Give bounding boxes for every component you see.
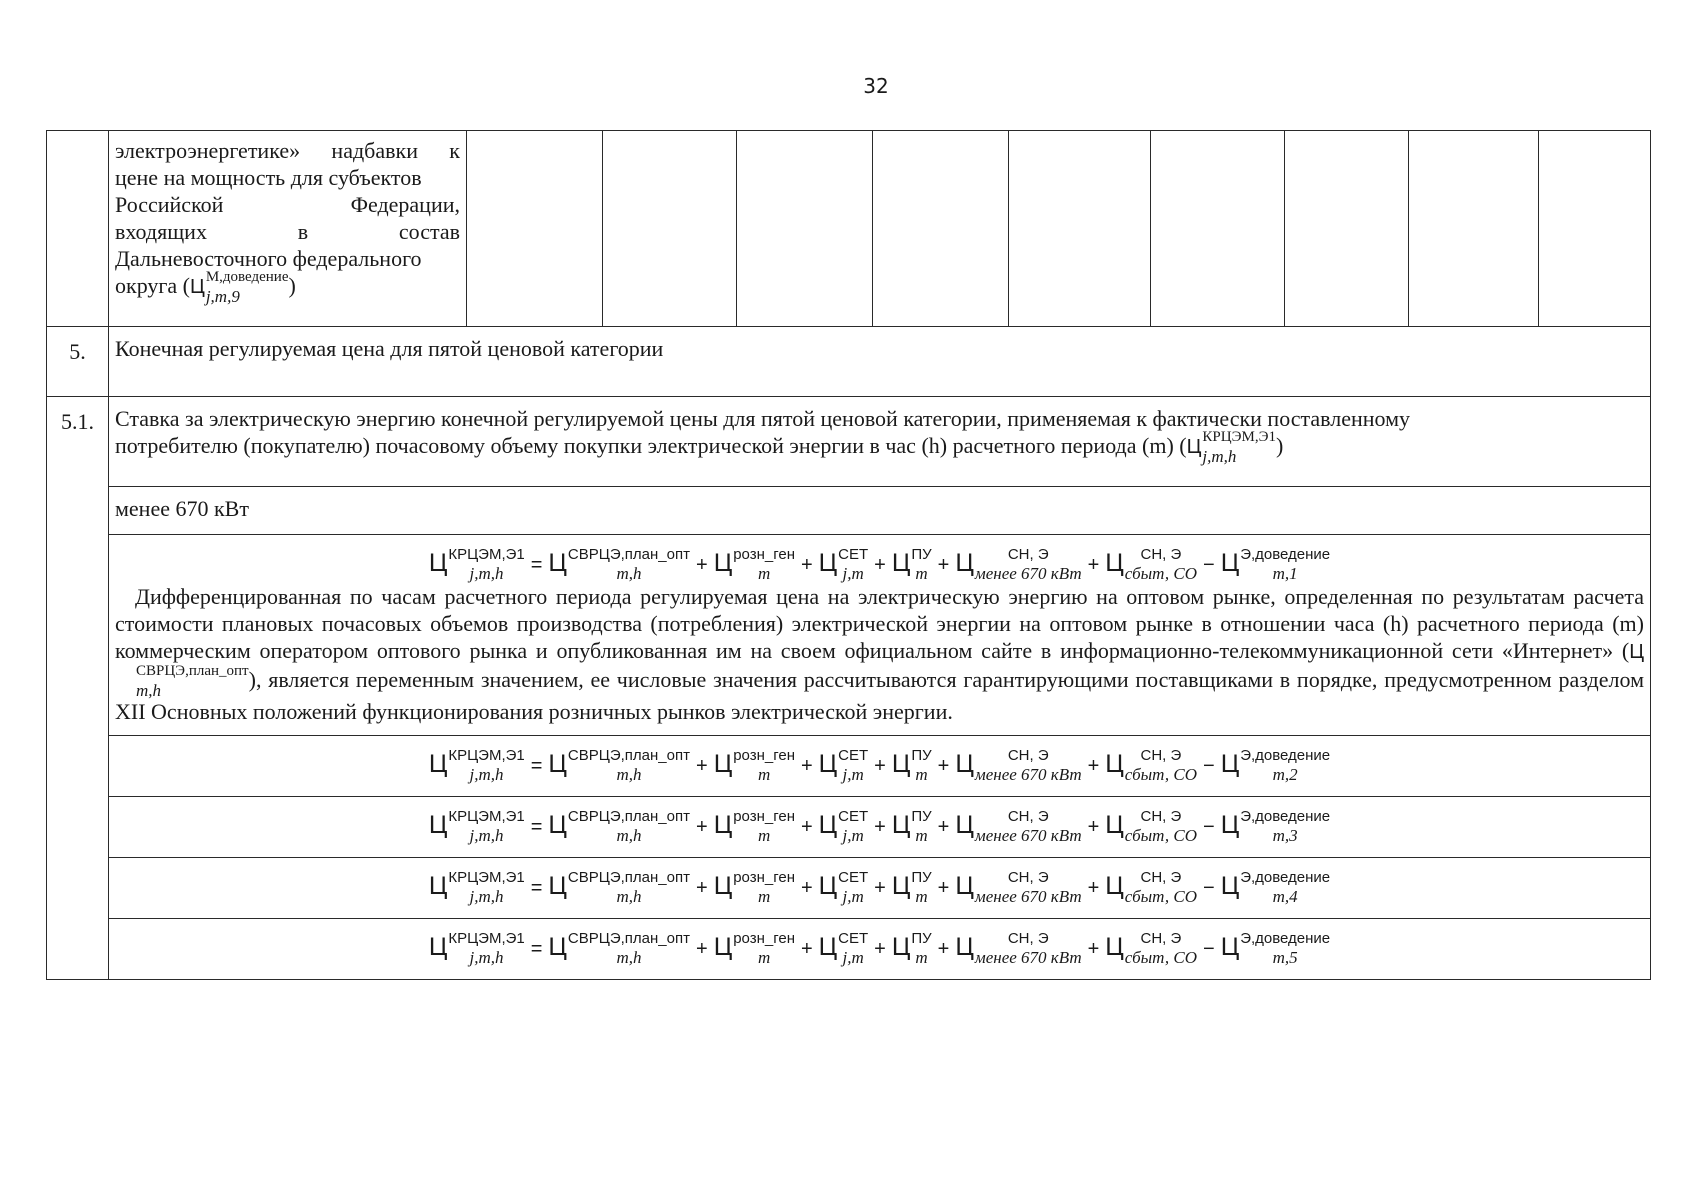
operator: + (874, 815, 886, 838)
subscript: сбыт, СО (1124, 826, 1197, 846)
row-5-1 (47, 397, 1651, 487)
price-symbol: Ц (713, 548, 733, 577)
subscript: j,m,h (469, 887, 504, 907)
operator: + (800, 937, 813, 960)
formula (109, 930, 1650, 968)
superscript: Э,доведение (1240, 869, 1331, 887)
superscript: СН, Э (1140, 747, 1182, 765)
superscript: СН, Э (1007, 747, 1049, 765)
price-symbol: Ц (1220, 932, 1240, 961)
operator: + (937, 815, 950, 838)
formula (109, 808, 1650, 846)
subscript: менее 670 кВт (974, 564, 1082, 583)
text-line: Российской (115, 192, 224, 217)
superscript: КРЦЭМ,Э1 (1202, 429, 1276, 445)
price-symbol: Ц (428, 810, 448, 839)
text-line: Ставка за электрическую энергию конечной регулируемой цены для пятой ценовой категории, применяемая к фактически поставленному (115, 406, 1411, 431)
operator: + (696, 937, 708, 960)
price-symbol: Ц (1186, 436, 1202, 459)
operator: + (800, 754, 813, 777)
text-line: цене на мощность для субъектов (115, 165, 422, 190)
price-symbol: Ц (428, 749, 448, 778)
operator: = (530, 876, 543, 899)
superscript: СН, Э (1007, 808, 1049, 826)
paren: ) (288, 273, 296, 299)
text-line: округа ( (115, 273, 191, 299)
tariff-table (46, 130, 1651, 980)
superscript: СН, Э (1140, 869, 1182, 887)
superscript: ПУ (911, 808, 932, 826)
description-paragraph (115, 583, 1644, 725)
price-symbol: Ц (955, 810, 974, 839)
superscript: Э,доведение (1240, 930, 1331, 948)
text-line: состав (398, 219, 460, 244)
operator: + (696, 876, 708, 899)
text-line (115, 269, 460, 306)
price-symbol: Ц (428, 871, 448, 900)
superscript: розн_ген (733, 808, 795, 826)
subscript: m,h (616, 948, 642, 968)
price-symbol: Ц (428, 932, 448, 961)
operator: + (874, 876, 886, 899)
subscript: j,m,h (469, 948, 504, 968)
subscript: m (915, 765, 928, 785)
subscript: m (915, 826, 928, 846)
subscript: менее 670 кВт (974, 948, 1082, 968)
operator: + (1087, 815, 1100, 838)
price-symbol: Ц (955, 749, 974, 778)
subscript: j,m,h (469, 564, 504, 583)
subscript: j,m,h (1202, 447, 1237, 466)
superscript: ПУ (911, 546, 932, 563)
price-symbol: Ц (1220, 749, 1240, 778)
text-line: надбавки (331, 138, 418, 163)
superscript: розн_ген (733, 930, 795, 948)
subscript: менее 670 кВт (974, 887, 1082, 907)
text-line: в (297, 219, 309, 244)
subscript: сбыт, СО (1124, 564, 1197, 583)
price-symbol: Ц (1220, 871, 1240, 900)
subscript: m,h (616, 564, 642, 583)
operator: + (1087, 937, 1100, 960)
subscript: j,m,9 (205, 287, 240, 306)
price-symbol: Ц (1105, 932, 1124, 961)
text-line: входящих (115, 219, 207, 244)
superscript: ПУ (911, 869, 932, 887)
subscript: m (915, 948, 928, 968)
superscript: М,доведение (205, 269, 289, 285)
price-symbol: Ц (1220, 810, 1240, 839)
superscript: СВРЦЭ,план_опт (567, 808, 690, 826)
superscript: Э,доведение (1240, 808, 1331, 826)
subscript: j,m,h (469, 765, 504, 785)
operator: + (874, 937, 886, 960)
operator: = (530, 815, 543, 838)
subscript: m (915, 887, 928, 907)
operator: = (530, 754, 543, 777)
price-symbol: Ц (548, 548, 567, 577)
subscript: j,m (842, 887, 864, 907)
price-symbol: Ц (548, 871, 567, 900)
superscript: СН, Э (1007, 930, 1049, 948)
operator: + (937, 553, 950, 576)
price-symbol: Ц (1629, 641, 1644, 663)
superscript: Э,доведение (1240, 747, 1331, 765)
paren: ) (1275, 433, 1284, 459)
price-symbol: Ц (891, 871, 911, 900)
subscript: m,5 (1272, 948, 1298, 968)
operator: = (530, 553, 543, 576)
text-line: Федерации, (350, 192, 460, 217)
text-line: Дальневосточного федерального (115, 246, 422, 271)
subscript: j,m (842, 564, 864, 583)
superscript: СЕТ (838, 546, 869, 563)
subscript: m,h (616, 765, 642, 785)
subscript: m,h (136, 681, 162, 700)
superscript: СВРЦЭ,план_опт (136, 663, 249, 679)
nadbavka-cell (109, 131, 467, 327)
operator: + (800, 553, 813, 576)
row-5-title: Конечная регулируемая цена для пятой ценовой категории (109, 327, 1651, 397)
operator: − (1203, 876, 1215, 899)
price-symbol: Ц (1105, 749, 1124, 778)
price-symbol: Ц (1220, 548, 1240, 577)
superscript: СВРЦЭ,план_опт (567, 546, 690, 563)
superscript: ПУ (911, 930, 932, 948)
description-text: ), является переменным значением, ее числовые значения рассчитываются гарантирующими поставщиками в порядке, предусмотренном разделом XII Основных положений функционирования розничных рынков электрической энергии. (115, 667, 1644, 724)
operator: + (696, 754, 708, 777)
price-symbol: Ц (190, 276, 205, 299)
subscript: менее 670 кВт (974, 765, 1082, 785)
superscript: СН, Э (1140, 930, 1182, 948)
value-cell (1009, 131, 1151, 327)
superscript: СЕТ (838, 747, 869, 765)
subscript: менее 670 кВт (974, 826, 1082, 846)
price-symbol: Ц (955, 871, 974, 900)
text-line: электроэнергетике» (115, 138, 301, 163)
operator: + (696, 553, 708, 576)
operator: + (937, 876, 950, 899)
value-cell (603, 131, 737, 327)
continuation-row (47, 131, 1651, 327)
subscript: m,3 (1272, 826, 1298, 846)
formula (109, 747, 1650, 785)
price-symbol: Ц (713, 810, 733, 839)
value-cell (467, 131, 603, 327)
price-symbol: Ц (548, 810, 567, 839)
operator: + (696, 815, 708, 838)
operator: + (937, 937, 950, 960)
price-symbol: Ц (818, 932, 838, 961)
formula-cell (109, 919, 1651, 980)
superscript: розн_ген (733, 747, 795, 765)
superscript: розн_ген (733, 869, 795, 887)
price-symbol: Ц (891, 548, 911, 577)
subscript: j,m (842, 826, 864, 846)
category-label: менее 670 кВт (109, 487, 1651, 535)
formula-cell (109, 858, 1651, 919)
price-symbol: Ц (818, 810, 838, 839)
price-symbol: Ц (818, 749, 838, 778)
price-symbol: Ц (891, 749, 911, 778)
price-symbol: Ц (548, 749, 567, 778)
operator: + (874, 754, 886, 777)
value-cell (873, 131, 1009, 327)
subscript: m (757, 564, 771, 583)
category-row (47, 487, 1651, 535)
price-symbol: Ц (818, 871, 838, 900)
subscript: j,m (842, 948, 864, 968)
subscript: m,h (616, 826, 642, 846)
superscript: Э,доведение (1240, 546, 1331, 563)
superscript: СН, Э (1007, 546, 1049, 563)
superscript: СВРЦЭ,план_опт (567, 747, 690, 765)
formula-row (47, 919, 1651, 980)
superscript: СВРЦЭ,план_опт (567, 869, 690, 887)
price-symbol: Ц (713, 871, 733, 900)
subscript: сбыт, СО (1124, 887, 1197, 907)
superscript: СН, Э (1140, 808, 1182, 826)
superscript: КРЦЭМ,Э1 (448, 869, 525, 887)
formula (109, 869, 1650, 907)
subscript: m,h (616, 887, 642, 907)
formula-row (47, 797, 1651, 858)
text-line: потребителю (покупателю) почасовому объему покупки электрической энергии в час (h) расчетного периода (m) ( (115, 433, 1187, 459)
subscript: m (915, 564, 928, 583)
superscript: СЕТ (838, 930, 869, 948)
superscript: СЕТ (838, 869, 869, 887)
formula-row (47, 858, 1651, 919)
value-cell (1285, 131, 1409, 327)
subscript: m (757, 765, 771, 785)
price-symbol: Ц (713, 932, 733, 961)
price-symbol: Ц (891, 810, 911, 839)
operator: − (1203, 754, 1215, 777)
operator: − (1203, 815, 1215, 838)
value-cell (1539, 131, 1651, 327)
subscript: m (757, 948, 771, 968)
subscript: j,m,h (469, 826, 504, 846)
description-text: Дифференцированная по часам расчетного периода регулируемая цена на электрическую энергию на оптовом рынке, определенная по результатам расчета стоимости плановых почасовых объемов производства (потребления) электрической энергии на оптовом рынке в отношении часа (h) расчетного периода (m) коммерческим оператором оптового рынка и опубликованная им на своем официальном сайте в информационно-телекоммуникационной сети «Интернет» ( (115, 584, 1644, 663)
price-symbol: Ц (428, 548, 448, 577)
price-symbol: Ц (955, 548, 974, 577)
superscript: СН, Э (1140, 546, 1182, 563)
price-symbol: Ц (1105, 810, 1124, 839)
subscript: j,m (842, 765, 864, 785)
text-line: к (449, 138, 460, 163)
page-number: 32 (863, 74, 889, 98)
text-line (115, 429, 1644, 466)
subscript: m (757, 887, 771, 907)
subscript: m,2 (1272, 765, 1298, 785)
superscript: СВРЦЭ,план_опт (567, 930, 690, 948)
superscript: розн_ген (733, 546, 795, 563)
price-symbol: Ц (818, 548, 838, 577)
operator: + (874, 553, 886, 576)
price-symbol: Ц (1105, 548, 1124, 577)
superscript: КРЦЭМ,Э1 (448, 808, 525, 826)
row-5-1-title (109, 397, 1651, 487)
num-cell-empty (47, 131, 109, 327)
row-number: 5.1. (47, 397, 109, 980)
operator: + (1087, 553, 1100, 576)
operator: + (800, 876, 813, 899)
formula (115, 539, 1644, 583)
superscript: ПУ (911, 747, 932, 765)
superscript: КРЦЭМ,Э1 (448, 546, 525, 563)
formula-description-row (47, 535, 1651, 736)
operator: − (1203, 553, 1215, 576)
subscript: сбыт, СО (1124, 948, 1197, 968)
subscript: m,1 (1272, 564, 1298, 583)
operator: + (1087, 876, 1100, 899)
operator: + (800, 815, 813, 838)
row-5 (47, 327, 1651, 397)
superscript: КРЦЭМ,Э1 (448, 747, 525, 765)
operator: + (937, 754, 950, 777)
superscript: КРЦЭМ,Э1 (448, 930, 525, 948)
price-symbol: Ц (713, 749, 733, 778)
price-symbol: Ц (548, 932, 567, 961)
price-symbol: Ц (891, 932, 911, 961)
price-symbol: Ц (1105, 871, 1124, 900)
formula-description-cell (109, 535, 1651, 736)
value-cell (737, 131, 873, 327)
formula-cell (109, 736, 1651, 797)
operator: + (1087, 754, 1100, 777)
formula-cell (109, 797, 1651, 858)
operator: − (1203, 937, 1215, 960)
operator: = (530, 937, 543, 960)
price-symbol: Ц (955, 932, 974, 961)
subscript: m (757, 826, 771, 846)
value-cell (1151, 131, 1285, 327)
superscript: СН, Э (1007, 869, 1049, 887)
superscript: СЕТ (838, 808, 869, 826)
row-number: 5. (47, 327, 109, 397)
subscript: сбыт, СО (1124, 765, 1197, 785)
formula-row (47, 736, 1651, 797)
value-cell (1409, 131, 1539, 327)
subscript: m,4 (1272, 887, 1298, 907)
